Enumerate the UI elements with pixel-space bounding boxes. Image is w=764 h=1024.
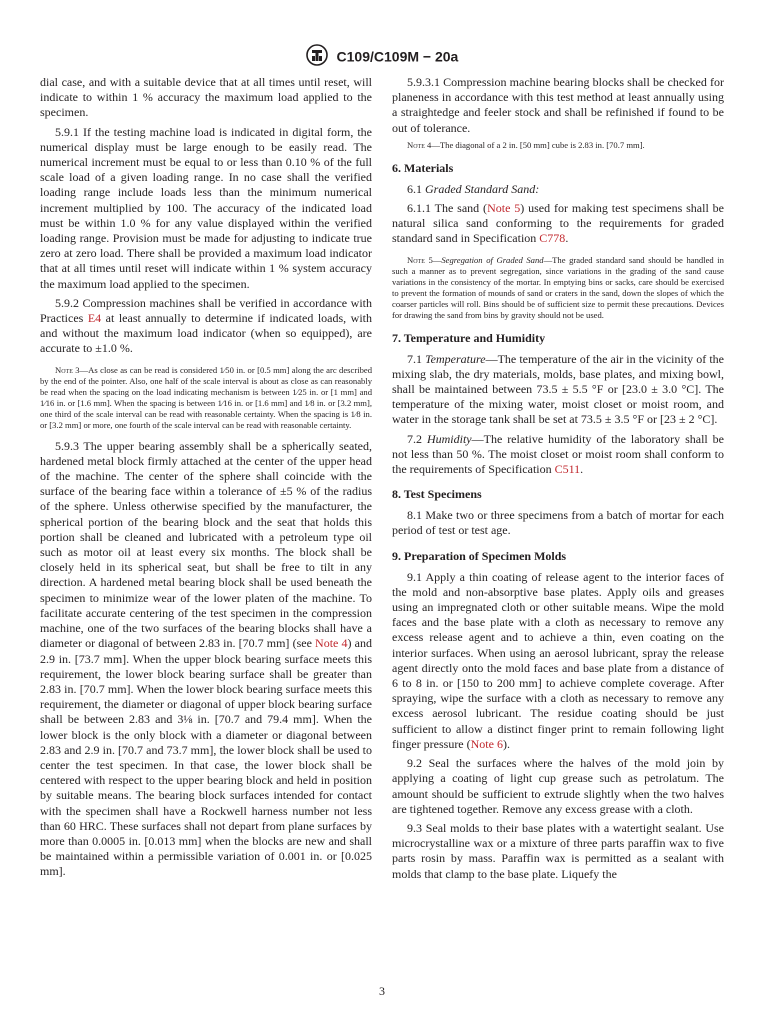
- note-5: [392, 255, 724, 321]
- left-column: [40, 75, 372, 884]
- section-8-heading: 8. Test Specimens: [392, 487, 482, 502]
- page-header: [0, 44, 764, 69]
- paragraph-9-3: 9.3 Seal molds to their base plates with a watertight sealant. Use microcrystalline wax or a mixture of three parts paraffin wax to five parts rosin by mass. Paraffin wax is permitted as a sealant with molds that clamp to the base plate. Liquefy the: [392, 820, 724, 881]
- note-5-label: Note 5: [407, 254, 433, 265]
- link-c511[interactable]: C511: [554, 462, 581, 477]
- paragraph-6-1: [392, 182, 724, 197]
- paragraph-5-9-2: [40, 296, 372, 357]
- paragraph-5-9-3-text: 5.9.3 The upper bearing assembly shall be a spherically seated, hardened metal block firmly attached at the center of the upper head of the machine. The center of the sphere shall coincide with the surface of the bearing face within a tolerance of ±5 % of the radius of the sphere. Unless otherwise specified by the manufacturer, the spherical portion of the bearing block and the seat that holds this portion shall be cleaned and lubricated with a petroleum type oil such as motor oil at least every six months. The block shall be closely held in its spherical seat, but shall be free to tilt in any direction. A hardened metal bearing block shall be used beneath the specimen to minimize wear of the lower platen of the machine. To facilitate accurate centering of the test specimen in the compression machine, one of the two surfaces of the bearing blocks shall have a diameter or diagonal of between 2.83 in. [70.7 mm] (see: [40, 438, 372, 651]
- paragraph-9-2: 9.2 Seal the surfaces where the halves of the mold join by applying a coating of light cup grease such as petrolatum. The amount should be sufficient to extrude slightly when the two halves are tightened together. Remove any excess grease with a cloth.: [392, 756, 724, 816]
- link-note-6[interactable]: Note 6: [470, 736, 503, 751]
- link-note-5[interactable]: Note 5: [487, 201, 521, 216]
- paragraph-6-1-1-text-end: .: [565, 231, 569, 246]
- paragraph-6-1-1-text-mid: ) used for making test specimens shall be natural silica sand conforming to the requirements for graded standard sand in Specification: [392, 201, 724, 246]
- paragraph-7-1-title: Temperature: [425, 351, 486, 366]
- paragraph-7-2-title: Humidity: [426, 431, 472, 446]
- astm-logo-icon: [306, 44, 328, 69]
- note-3-label: Note 3: [55, 364, 80, 375]
- paragraph-5-9-3-1: 5.9.3.1 Compression machine bearing blocks shall be checked for planeness in accordance with this test method at least annually using a straightedge and feeler stock and shall be refinished if found to be out of tolerance.: [392, 75, 724, 135]
- paragraph-6-1-num: 6.1: [407, 181, 425, 196]
- right-column: [392, 75, 724, 886]
- paragraph-5-9-3: [40, 439, 372, 880]
- link-e4[interactable]: E4: [87, 311, 102, 326]
- note-5-text: —The graded standard sand should be handled in such a manner as to prevent segregation, since variations in the grading of the sand cause variations in the consistency of the mortar. In emptying bins or sacks, care should be exercised to prevent the formation of mounds of sand or craters in the sand, down the slopes of which the coarser particles will roll. Bins should be of sufficient size to permit these precautions. Devices for drawing the sand from bins by gravity should not be used.: [392, 254, 724, 320]
- paragraph-7-2: [392, 432, 724, 478]
- paragraph-7-2-text-end: .: [580, 462, 584, 477]
- section-7-heading: 7. Temperature and Humidity: [392, 330, 546, 345]
- note-4-label: Note 4: [407, 139, 432, 150]
- note-4: [392, 140, 724, 151]
- paragraph-7-2-num: 7.2: [407, 431, 427, 446]
- paragraph-8-1: 8.1 Make two or three specimens from a batch of mortar for each period of test or test age.: [392, 508, 724, 538]
- paragraph-6-1-1-text: 6.1.1 The sand (: [407, 201, 488, 216]
- paragraph-9-1-text: 9.1 Apply a thin coating of release agent to the interior faces of the mold and non-absorptive base plates. Apply oils and greases using an impregnated cloth or other suitable means. Wipe the mold faces and the base plate with a cloth as necessary to remove any excess release agent and to achieve a thin, even coating on the interior surfaces. When using an aerosol lubricant, spray the release agent directly onto the mold faces and base plate from a distance of 6 to 8 in. or [150 to 200 mm] to achieve complete coverage. After spraying, wipe the surface with a cloth as necessary to remove any excess aerosol lubricant. The residue coating should be just sufficient to allow a distinct finger print to remain following light finger pressure (: [392, 569, 724, 751]
- section-9-heading: 9. Preparation of Specimen Molds: [392, 548, 567, 563]
- section-6-heading: 6. Materials: [392, 160, 454, 175]
- note-3-text: —As close as can be read is considered 1⁄50 in. or [0.5 mm] along the arc described by the end of the pointer. Also, one half of the scale interval is about as close as can reasonably be read when the spacing on the load indicating mechanism is between 1⁄25 in. or [1 mm] and 1⁄16 in. or [1.6 mm]. When the spacing is between 1⁄16 in. or [1.6 mm] and 1⁄8 in. or [3.2 mm], one third of the scale interval can be read with reasonable certainty. When the spacing is 1⁄8 in. or [3.2 mm] or more, one fourth of the scale interval can be read with reasonable certainty.: [40, 364, 372, 430]
- paragraph-7-2-text: —The relative humidity of the laboratory shall be not less than 50 %. The moist closet or moist room shall conform to the requirements of Specification: [392, 431, 725, 477]
- paragraph-5-9-2-text-end: at least annually to determine if indicated loads, with and without the maximum load indicator (when so equipped), are accurate to ±1.0 %.: [40, 311, 372, 356]
- document-designation: C109/C109M − 20a: [336, 48, 459, 65]
- note-4-text: —The diagonal of a 2 in. [50 mm] cube is 2.83 in. [70.7 mm].: [431, 139, 645, 150]
- paragraph-9-1-text-end: ).: [502, 736, 510, 751]
- note-5-title: Segregation of Graded Sand: [441, 254, 544, 265]
- link-note-4[interactable]: Note 4: [315, 636, 348, 651]
- paragraph-7-1: [392, 352, 724, 428]
- link-c778[interactable]: C778: [539, 231, 566, 246]
- paragraph-9-1: [392, 570, 724, 752]
- paragraph-5-9-2-text: 5.9.2 Compression machines shall be verified in accordance with Practices: [40, 295, 372, 326]
- paragraph-5-9-1: 5.9.1 If the testing machine load is indicated in digital form, the numerical display must be large enough to be easily read. The numerical increment must be equal to or less than 0.10 % of the full scale load of a given loading range. In no case shall the verified loading range include loads less than the minimum numerical increment multiplied by 100. The accuracy of the indicated load must be within 1.0 % for any value displayed within the verified loading range. Provision must be made for adjusting to indicate true zero at zero load. There shall be provided a maximum load indicator that at all times until reset will indicate within 1 % system accuracy the maximum load applied to the specimen.: [40, 124, 372, 291]
- note-3: [40, 365, 372, 431]
- note-5-dash: —: [432, 254, 442, 265]
- paragraph-5-9-3-text-end: ) and 2.9 in. [73.7 mm]. When the upper block bearing surface meets this requirement, the lower block bearing surface shall be greater than 2.83 in. [70.7 mm]. When the lower block bearing surface meets this requirement, the diameter or diagonal of upper block bearing surface shall be between 2.83 and 3⅛ in. [70.7 and 79.4 mm]. When the lower block is the only block with a diameter or diagonal between 2.83 and 2.9 in. [70.7 and 73.7 mm], the lower block shall be used to center the test specimen. In that case, the lower block shall be centered with respect to the upper bearing block and held in position by suitable means. The bearing block surfaces intended for contact with the specimen shall have a Rockwell harness number not less than 60 HRC. These surfaces shall not depart from plane surfaces by more than 0.0005 in. [0.013 mm] when the blocks are new and shall be maintained within a permissible variation of 0.001 in. or [0.025 mm].: [40, 636, 372, 879]
- page-number: 3: [379, 984, 385, 998]
- paragraph-7-1-num: 7.1: [407, 351, 426, 366]
- paragraph-6-1-1: [392, 201, 724, 247]
- paragraph-continued: dial case, and with a suitable device that at all times until reset, will indicate to within 1 % accuracy the maximum load applied to the specimen.: [40, 75, 372, 120]
- paragraph-7-1-text: —The temperature of the air in the vicinity of the mixing slab, the dry materials, molds, base plates, and mixing bowl, shall be maintained between 73.5 ± 5.5 °F or [23.0 ± 3.0 °C]. The temperature of the mixing water, moist closet or moist room, and water in the storage tank shall be set at 73.5 ± 3.5 °F or [23 ± 2 °C].: [392, 351, 725, 427]
- paragraph-6-1-title: Graded Standard Sand:: [425, 181, 540, 196]
